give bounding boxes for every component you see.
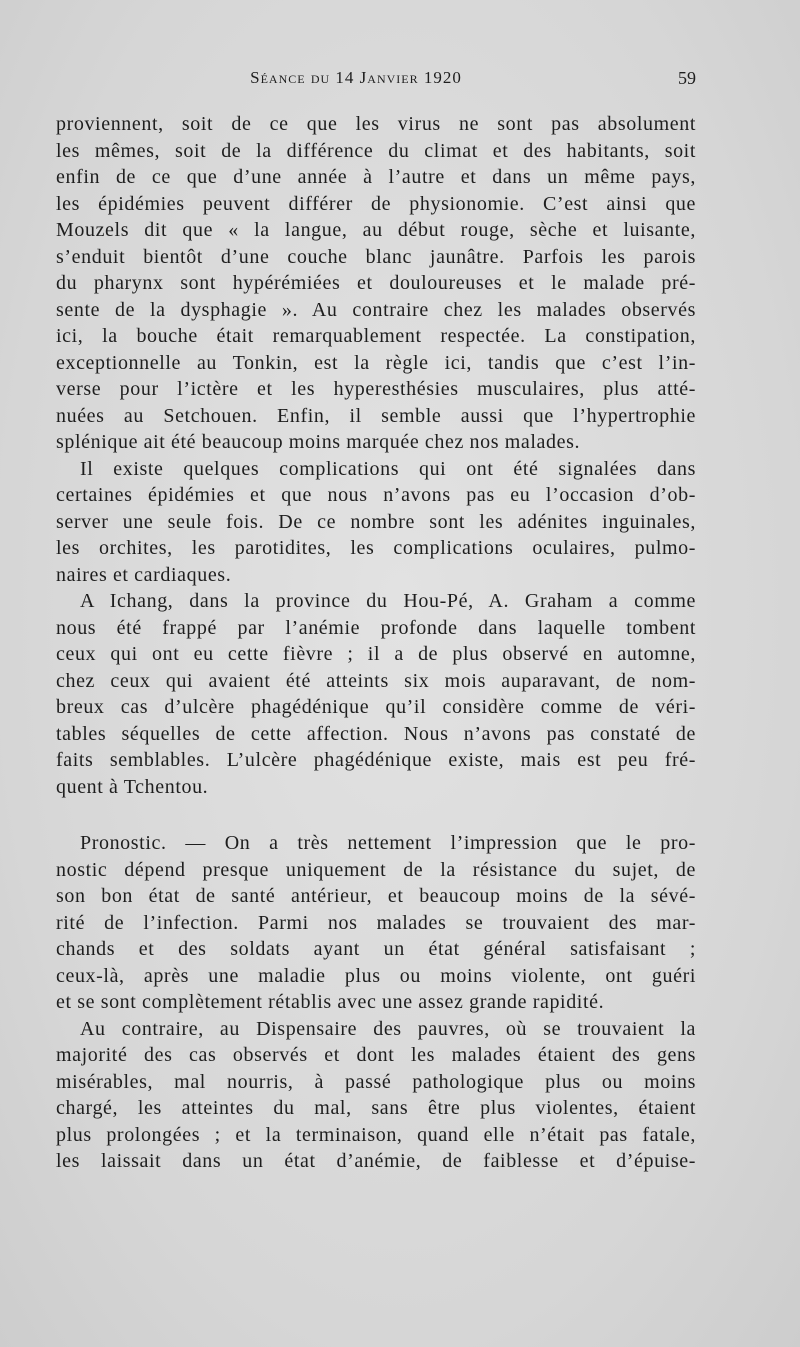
- text-line: ceux-là, après une maladie plus ou moins violente, ont guéri: [56, 964, 696, 987]
- text-line: Au contraire, au Dispensaire des pauvres, où se trouvaient la: [80, 1017, 696, 1040]
- paragraph: [56, 111, 696, 456]
- section-gap: [56, 800, 696, 830]
- text-line: et se sont complètement rétablis avec une assez grande rapidité.: [56, 991, 605, 1013]
- text-line: misérables, mal nourris, à passé pathologique plus ou moins: [56, 1070, 696, 1093]
- text-line: ici, la bouche était remarquablement respectée. La constipation,: [56, 325, 696, 347]
- text-line: les mêmes, soit de la différence du climat et des habitants, soit: [56, 139, 696, 162]
- paragraph: [56, 588, 696, 800]
- text-line: sente de la dysphagie ». Au contraire chez les malades observés: [56, 298, 696, 321]
- text-line: les épidémies peuvent différer de physionomie. C’est ainsi que: [56, 192, 696, 215]
- text-line: chez ceux qui avaient été atteints six mois auparavant, de nom-: [56, 669, 696, 692]
- text-line: tables séquelles de cette affection. Nous n’avons pas constaté de: [56, 722, 696, 745]
- text-line: exceptionnelle au Tonkin, est la règle ici, tandis que c’est l’in-: [56, 351, 696, 374]
- text-line: A Ichang, dans la province du Hou-Pé, A. Graham a comme: [80, 590, 696, 612]
- running-title: Séance du 14 Janvier 1920: [250, 68, 462, 87]
- text-line: breux cas d’ulcère phagédénique qu’il considère comme de véri-: [56, 696, 696, 718]
- text-line: nuées au Setchouen. Enfin, il semble aussi que l’hypertrophie: [56, 404, 696, 427]
- text-line: quent à Tchentou.: [56, 775, 209, 798]
- text-line: Pronostic. — On a très nettement l’impression que le pro-: [80, 832, 696, 854]
- text-line: chands et des soldats ayant un état général satisfaisant ;: [56, 938, 696, 960]
- text-line: faits semblables. L’ulcère phagédénique existe, mais est peu fré-: [56, 749, 696, 771]
- paragraph-pronostic: [56, 830, 696, 1016]
- text-line: Il existe quelques complications qui ont été signalées dans: [80, 457, 696, 480]
- text-line: majorité des cas observés et dont les malades étaient des gens: [56, 1044, 696, 1066]
- text-line: proviennent, soit de ce que les virus ne sont pas absolument: [56, 113, 696, 135]
- text-line: les laissait dans un état d’anémie, de faiblesse et d’épuise-: [56, 1150, 696, 1172]
- text-line: les orchites, les parotidites, les complications oculaires, pulmo-: [56, 537, 696, 559]
- text-line: enfin de ce que d’une année à l’autre et dans un même pays,: [56, 166, 696, 188]
- page-number: 59: [678, 68, 696, 88]
- text-line: du pharynx sont hypérémiées et douloureuses et le malade pré-: [56, 272, 696, 294]
- text-line: son bon état de santé antérieur, et beaucoup moins de la sévé-: [56, 885, 696, 907]
- text-line: chargé, les atteintes du mal, sans être plus violentes, étaient: [56, 1097, 696, 1119]
- running-head: [56, 62, 696, 92]
- text-line: s’enduit bientôt d’une couche blanc jaunâtre. Parfois les parois: [56, 245, 696, 268]
- body-text: [56, 111, 696, 1175]
- text-line: nostic dépend presque uniquement de la résistance du sujet, de: [56, 858, 696, 881]
- text-line: ceux qui ont eu cette fièvre ; il a de plus observé en automne,: [56, 643, 696, 665]
- text-line: Mouzels dit que « la langue, au début rouge, sèche et luisante,: [56, 219, 696, 241]
- text-line: splénique ait été beaucoup moins marquée chez nos malades.: [56, 431, 581, 453]
- paragraph: [56, 456, 696, 589]
- paragraph: [56, 1016, 696, 1175]
- text-line: naires et cardiaques.: [56, 563, 232, 586]
- text-line: certaines épidémies et que nous n’avons pas eu l’occasion d’ob-: [56, 484, 696, 506]
- text-line: server une seule fois. De ce nombre sont les adénites inguinales,: [56, 510, 696, 533]
- text-line: verse pour l’ictère et les hyperesthésies musculaires, plus atté-: [56, 378, 696, 400]
- text-line: nous été frappé par l’anémie profonde dans laquelle tombent: [56, 616, 696, 639]
- text-line: rité de l’infection. Parmi nos malades se trouvaient des mar-: [56, 911, 696, 934]
- text-line: plus prolongées ; et la terminaison, quand elle n’était pas fatale,: [56, 1123, 696, 1146]
